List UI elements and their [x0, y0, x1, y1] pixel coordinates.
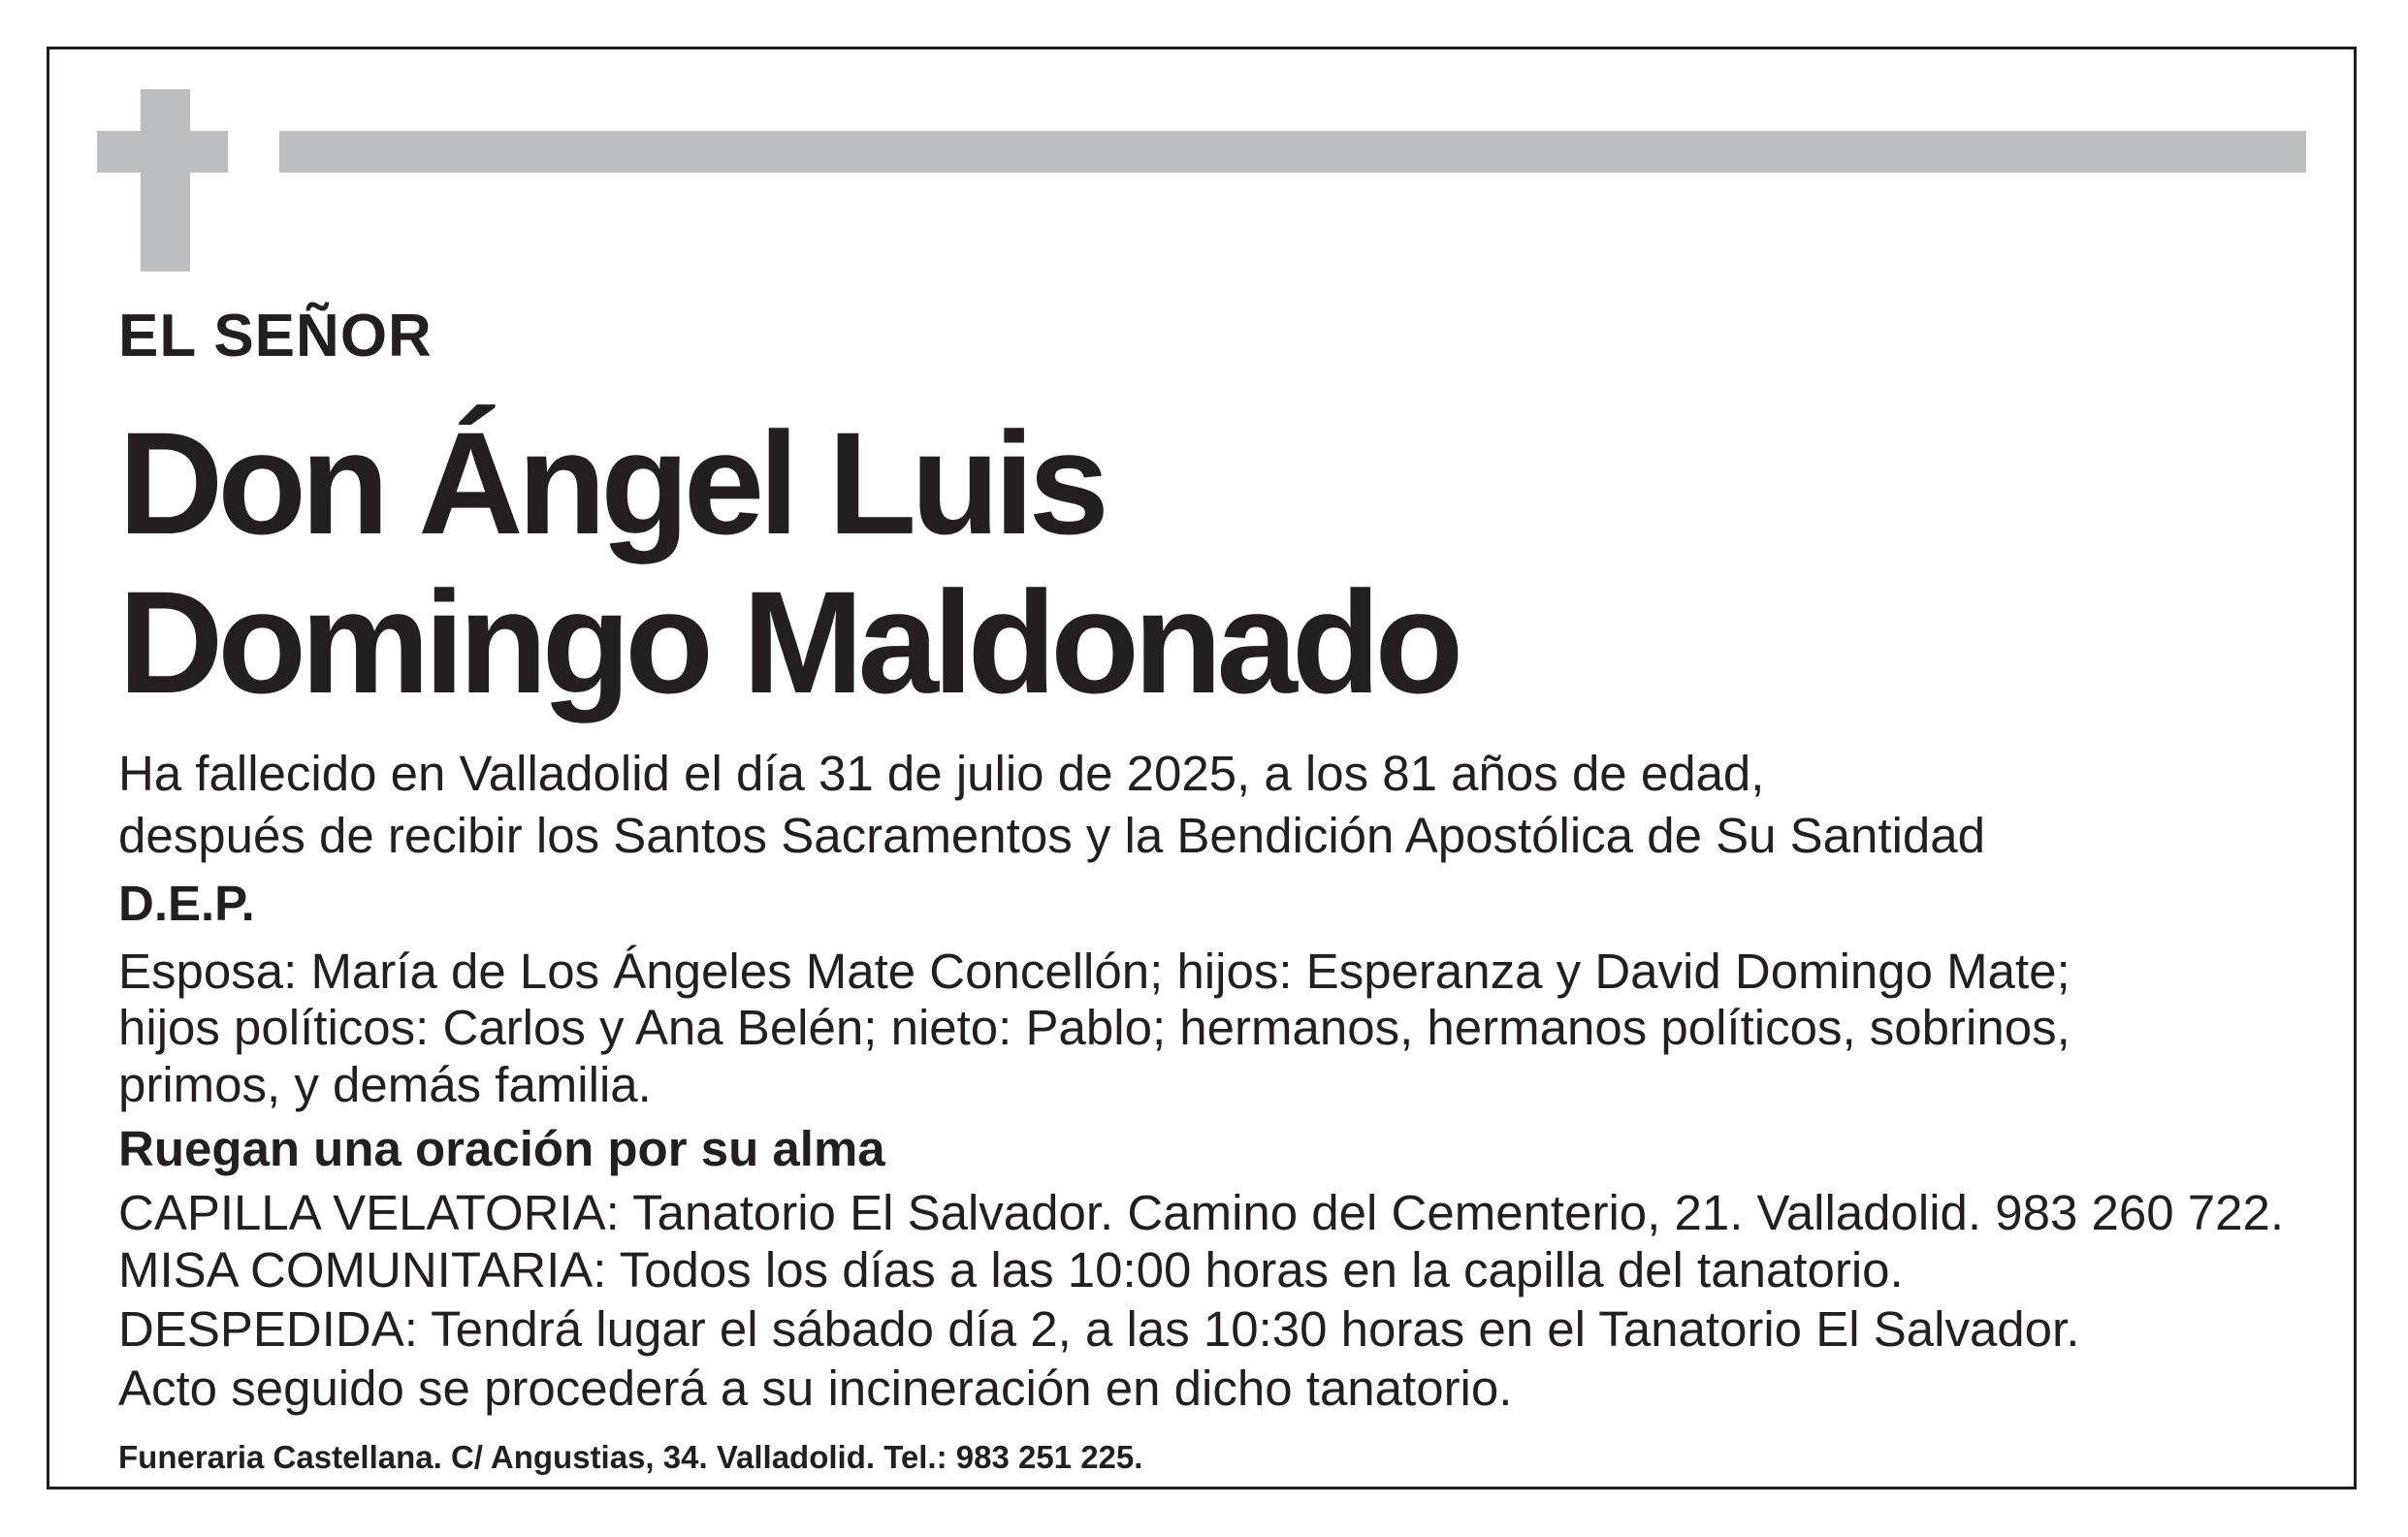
prayer-request: Ruegan una oración por su alma — [118, 1121, 885, 1176]
family-line: Esposa: María de Los Ángeles Mate Concellón; hijos: Esperanza y David Domingo Mate; — [118, 944, 2071, 999]
service-line-cremation: Acto seguido se procederá a su incineración en dicho tanatorio. — [118, 1361, 1513, 1416]
header-rule — [279, 131, 2306, 173]
service-line-mass: MISA COMUNITARIA: Todos los días a las 10:00 horas en la capilla del tanatorio. — [118, 1242, 1904, 1297]
deceased-name-line-2: Domingo Maldonado — [118, 560, 1459, 723]
family-line: hijos políticos: Carlos y Ana Belén; nieto: Pablo; hermanos, hermanos políticos, sobrinos, — [118, 1000, 2071, 1055]
rip-label: D.E.P. — [118, 876, 255, 931]
funeral-home-footer: Funeraria Castellana. C/ Angustias, 34. Valladolid. Tel.: 983 251 225. — [118, 1439, 1143, 1475]
death-statement-line-1: Ha fallecido en Valladolid el día 31 de julio de 2025, a los 81 años de edad, — [118, 746, 1765, 801]
death-statement-line-2: después de recibir los Santos Sacramentos y la Bendición Apostólica de Su Santidad — [118, 808, 1986, 863]
cross-icon-arm — [97, 131, 228, 173]
service-line-farewell: DESPEDIDA: Tendrá lugar el sábado día 2, a las 10:30 horas en el Tanatorio El Salvador. — [118, 1301, 2080, 1357]
service-line-chapel: CAPILLA VELATORIA: Tanatorio El Salvador. Camino del Cementerio, 21. Valladolid. 983 260 722. — [118, 1185, 2285, 1240]
deceased-name-line-1: Don Ángel Luis — [118, 401, 1104, 564]
cross-icon — [141, 89, 190, 272]
family-line: primos, y demás familia. — [118, 1057, 652, 1112]
honorific: EL SEÑOR — [118, 303, 433, 369]
